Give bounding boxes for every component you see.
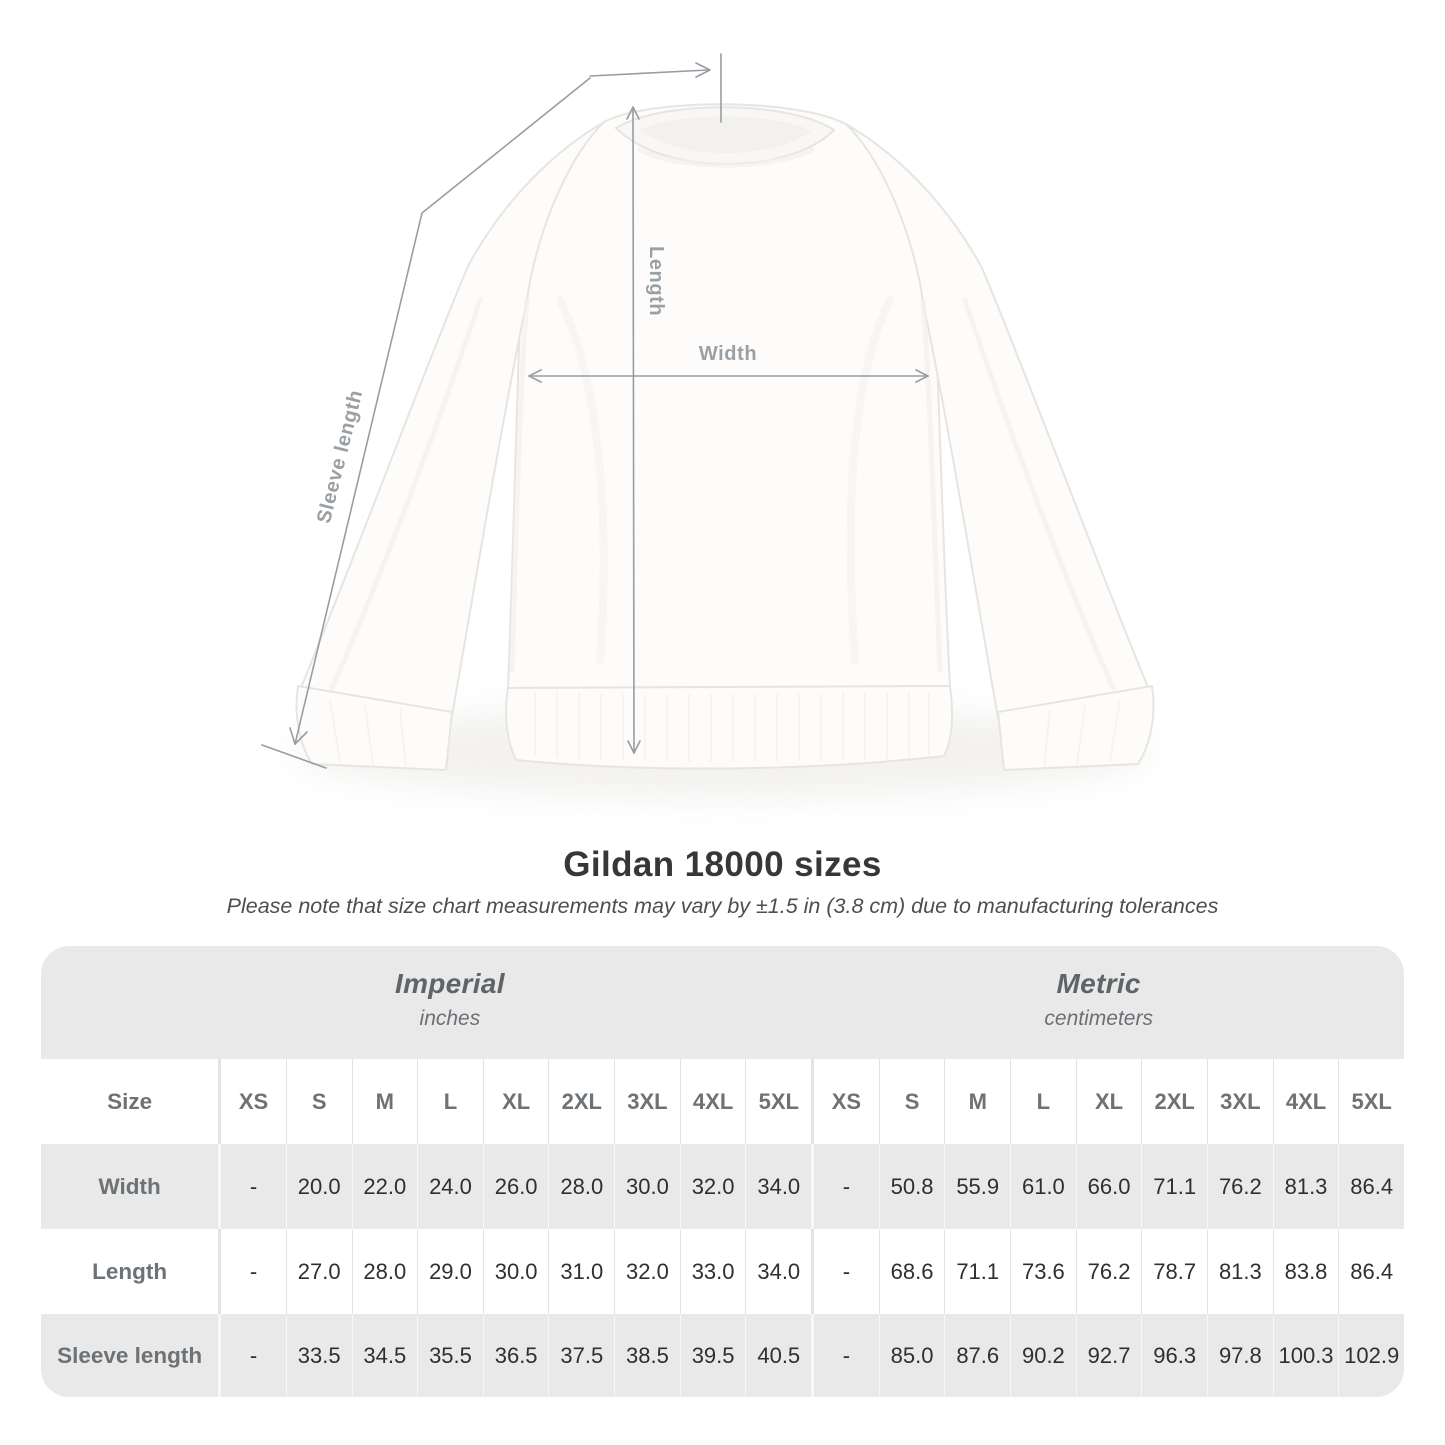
row-label-width: Width xyxy=(98,1173,161,1199)
sweatshirt-body xyxy=(508,104,950,688)
cell-width-imperial-m: 22.0 xyxy=(352,1144,418,1229)
cell-length-metric-3xl: 81.3 xyxy=(1207,1229,1273,1314)
cell-sleeve-length-metric-s: 85.0 xyxy=(879,1314,945,1397)
cell-sleeve-length-metric-4xl: 100.3 xyxy=(1273,1314,1339,1397)
cell-sleeve-length-metric-3xl: 97.8 xyxy=(1207,1314,1273,1397)
size-table xyxy=(41,946,1404,1397)
metric-unit: centimeters xyxy=(1044,1007,1153,1030)
cell-length-metric-l: 73.6 xyxy=(1010,1229,1076,1314)
cell-width-metric-xl: 66.0 xyxy=(1076,1144,1142,1229)
cell-sleeve-length-metric-xs: - xyxy=(811,1314,879,1397)
size-header-metric-5xl: 5XL xyxy=(1338,1059,1404,1144)
cell-width-imperial-l: 24.0 xyxy=(417,1144,483,1229)
size-header-metric-m: M xyxy=(944,1059,1010,1144)
cell-length-metric-xs: - xyxy=(811,1229,879,1314)
size-header-metric-xs: XS xyxy=(811,1059,879,1144)
cell-length-imperial-2xl: 31.0 xyxy=(548,1229,614,1314)
cell-sleeve-length-imperial-3xl: 38.5 xyxy=(614,1314,680,1397)
size-header-imperial-5xl: 5XL xyxy=(745,1059,811,1144)
cell-width-metric-l: 61.0 xyxy=(1010,1144,1076,1229)
cell-width-imperial-xl: 26.0 xyxy=(483,1144,549,1229)
cell-width-metric-m: 55.9 xyxy=(944,1144,1010,1229)
cell-length-imperial-m: 28.0 xyxy=(352,1229,418,1314)
size-header-metric-xl: XL xyxy=(1076,1059,1142,1144)
cell-width-imperial-5xl: 34.0 xyxy=(745,1144,811,1229)
cell-width-imperial-3xl: 30.0 xyxy=(614,1144,680,1229)
imperial-header xyxy=(395,968,505,1031)
cell-sleeve-length-imperial-5xl: 40.5 xyxy=(745,1314,811,1397)
cell-length-metric-2xl: 78.7 xyxy=(1141,1229,1207,1314)
cell-length-imperial-5xl: 34.0 xyxy=(745,1229,811,1314)
size-header-metric-3xl: 3XL xyxy=(1207,1059,1273,1144)
size-header-metric-2xl: 2XL xyxy=(1141,1059,1207,1144)
size-header-row xyxy=(41,1059,1404,1144)
metric-header xyxy=(1044,968,1153,1031)
cell-length-metric-s: 68.6 xyxy=(879,1229,945,1314)
imperial-title: Imperial xyxy=(395,968,505,999)
cell-width-metric-4xl: 81.3 xyxy=(1273,1144,1339,1229)
cell-sleeve-length-metric-xl: 92.7 xyxy=(1076,1314,1142,1397)
row-label-sleeve-length: Sleeve length xyxy=(57,1342,203,1368)
size-header-imperial-xl: XL xyxy=(483,1059,549,1144)
row-label-length: Length xyxy=(92,1258,168,1284)
cell-length-imperial-xs: - xyxy=(218,1229,286,1314)
length-label: Length xyxy=(645,246,667,317)
size-header-metric-s: S xyxy=(879,1059,945,1144)
cell-length-imperial-3xl: 32.0 xyxy=(614,1229,680,1314)
cell-sleeve-length-imperial-2xl: 37.5 xyxy=(548,1314,614,1397)
cell-length-metric-5xl: 86.4 xyxy=(1338,1229,1404,1314)
cell-sleeve-length-metric-5xl: 102.9 xyxy=(1338,1314,1404,1397)
cell-width-metric-3xl: 76.2 xyxy=(1207,1144,1273,1229)
cell-sleeve-length-imperial-xl: 36.5 xyxy=(483,1314,549,1397)
imperial-unit: inches xyxy=(419,1007,481,1030)
cell-width-metric-5xl: 86.4 xyxy=(1338,1144,1404,1229)
cell-sleeve-length-metric-l: 90.2 xyxy=(1010,1314,1076,1397)
size-column-header: Size xyxy=(107,1088,153,1114)
cell-sleeve-length-metric-m: 87.6 xyxy=(944,1314,1010,1397)
cell-length-metric-m: 71.1 xyxy=(944,1229,1010,1314)
table-rows xyxy=(41,1144,1404,1397)
page-title: Gildan 18000 sizes xyxy=(563,845,882,884)
metric-title: Metric xyxy=(1056,968,1141,999)
cell-length-imperial-xl: 30.0 xyxy=(483,1229,549,1314)
sleeve-length-label: Sleeve length xyxy=(312,387,368,526)
cell-sleeve-length-imperial-m: 34.5 xyxy=(352,1314,418,1397)
size-header-imperial-2xl: 2XL xyxy=(548,1059,614,1144)
units-header-band xyxy=(41,946,1404,1059)
cell-length-imperial-4xl: 33.0 xyxy=(680,1229,746,1314)
width-label: Width xyxy=(698,343,758,365)
cell-length-imperial-s: 27.0 xyxy=(286,1229,352,1314)
size-header-imperial-s: S xyxy=(286,1059,352,1144)
cell-width-imperial-2xl: 28.0 xyxy=(548,1144,614,1229)
measurement-row-length xyxy=(41,1229,1404,1314)
cell-sleeve-length-imperial-l: 35.5 xyxy=(417,1314,483,1397)
size-header-imperial-l: L xyxy=(417,1059,483,1144)
cell-sleeve-length-imperial-xs: - xyxy=(218,1314,286,1397)
cell-length-metric-4xl: 83.8 xyxy=(1273,1229,1339,1314)
size-header-imperial-4xl: 4XL xyxy=(680,1059,746,1144)
measurement-row-sleeve-length xyxy=(41,1314,1404,1397)
cell-length-imperial-l: 29.0 xyxy=(417,1229,483,1314)
cell-sleeve-length-metric-2xl: 96.3 xyxy=(1141,1314,1207,1397)
cell-width-imperial-s: 20.0 xyxy=(286,1144,352,1229)
size-header-imperial-xs: XS xyxy=(218,1059,286,1144)
cell-width-metric-s: 50.8 xyxy=(879,1144,945,1229)
size-header-imperial-m: M xyxy=(352,1059,418,1144)
cell-width-imperial-xs: - xyxy=(218,1144,286,1229)
cell-sleeve-length-imperial-4xl: 39.5 xyxy=(680,1314,746,1397)
cell-length-metric-xl: 76.2 xyxy=(1076,1229,1142,1314)
tolerance-note: Please note that size chart measurements may vary by ±1.5 in (3.8 cm) due to manufacturing tolerances xyxy=(226,894,1219,918)
sweatshirt-illustration xyxy=(297,104,1154,770)
cell-width-imperial-4xl: 32.0 xyxy=(680,1144,746,1229)
size-header-metric-4xl: 4XL xyxy=(1273,1059,1339,1144)
waistband xyxy=(506,686,952,769)
cell-width-metric-xs: - xyxy=(811,1144,879,1229)
cell-width-metric-2xl: 71.1 xyxy=(1141,1144,1207,1229)
measurement-row-width xyxy=(41,1144,1404,1229)
size-header-imperial-3xl: 3XL xyxy=(614,1059,680,1144)
cell-sleeve-length-imperial-s: 33.5 xyxy=(286,1314,352,1397)
size-header-metric-l: L xyxy=(1010,1059,1076,1144)
